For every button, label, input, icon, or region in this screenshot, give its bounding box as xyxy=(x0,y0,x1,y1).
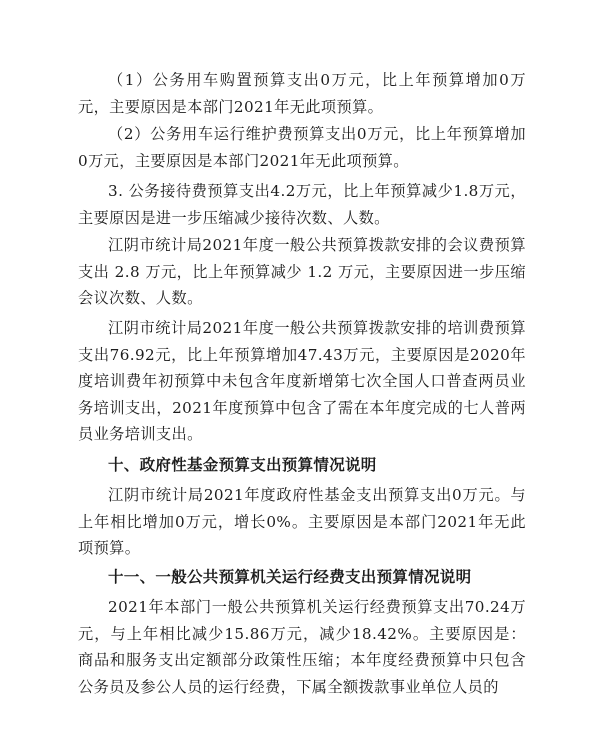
paragraph-vehicle-maintenance: （2）公务用车运行维护费预算支出0万元，比上年预算增加0万元，主要原因是本部门2021年无此项预算。 xyxy=(78,125,526,170)
paragraph-training-expense: 江阴市统计局2021年度一般公共预算拨款安排的培训费预算支出76.92元，比上年预算增加47.43万元，主要原因是2020年度培训费年初预算中未包含年度新增第七次全国人口普查两员业务培训支出，2021年度预算中包含了需在本年度完成的七人普两员业务培训支出。 xyxy=(78,319,526,443)
paragraph-meeting-expense: 江阴市统计局2021年度一般公共预算拨款安排的会议费预算支出 2.8 万元，比上年预算减少 1.2 万元，主要原因进一步压缩会议次数、人数。 xyxy=(78,236,526,307)
paragraph-operating-expense: 2021年本部门一般公共预算机关运行经费预算支出70.24万元，与上年相比减少15.86万元，减少18.42%。主要原因是：商品和服务支出定额部分政策性压缩；本年度经费预算中只包含公务员及参公人员的运行经费，下属全额拨款事业单位人员的 xyxy=(78,598,526,696)
section-heading-government-fund: 十、政府性基金预算支出预算情况说明 xyxy=(108,456,377,474)
paragraph-reception-expense: 3. 公务接待费预算支出4.2万元，比上年预算减少1.8万元，主要原因是进一步压缩减少接待次数、人数。 xyxy=(78,182,526,227)
paragraph-vehicle-purchase: （1）公务用车购置预算支出0万元，比上年预算增加0万元，主要原因是本部门2021年无此项预算。 xyxy=(78,71,526,116)
section-heading-operating-expense: 十一、一般公共预算机关运行经费支出预算情况说明 xyxy=(108,568,472,586)
paragraph-government-fund: 江阴市统计局2021年度政府性基金支出预算支出0万元。与上年相比增加0万元，增长0%。主要原因是本部门2021年无此项预算。 xyxy=(78,486,526,557)
